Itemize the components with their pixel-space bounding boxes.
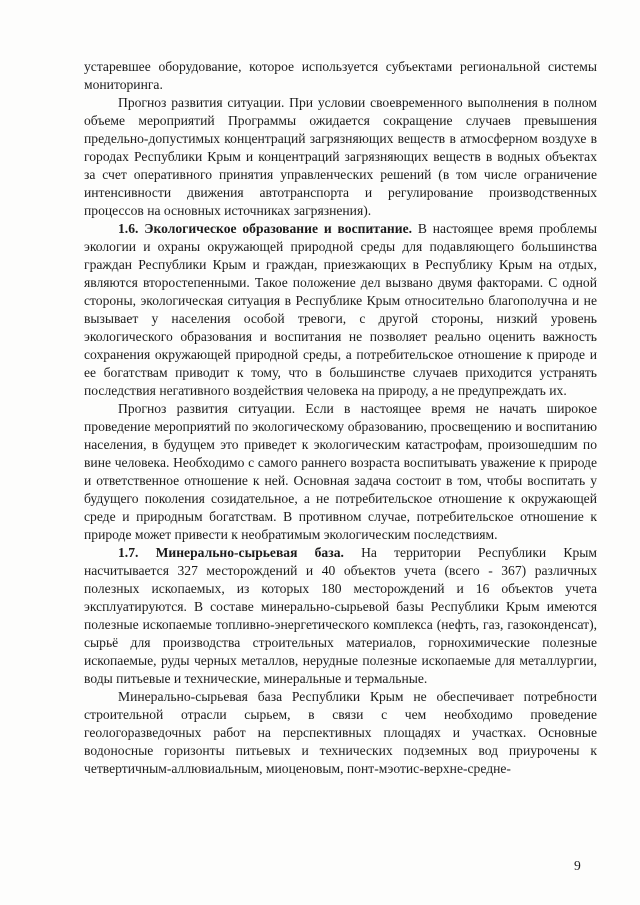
paragraph-body: устаревшее оборудование, которое используется субъектами региональной системы мониторинга.: [84, 59, 597, 92]
paragraph-forecast-education: [84, 400, 597, 544]
paragraph-mineral-base: [84, 688, 597, 778]
page-number: 9: [574, 858, 581, 873]
paragraph-body: На территории Республики Крым насчитывается 327 месторождений и 40 объектов учета (всего - 367) различных полезных ископаемых, из которых 180 месторождений и 16 объектов учета эксплуатируются. В составе минерально-сырьевой базы Республики Крым имеются полезные ископаемые топливно-энергетического комплекса (нефть, газ, газоконденсат), сырьё для производства строительных материалов, горнохимические полезные ископаемые, руды черных металлов, нерудные полезные ископаемые для металлургии, воды питьевые и технические, минеральные и термальные.: [84, 545, 597, 686]
section-1-6: [84, 220, 597, 400]
section-1-7: [84, 544, 597, 688]
paragraph-body: Минерально-сырьевая база Республики Крым не обеспечивает потребности строительной отрасли сырьем, в связи с чем необходимо проведение геологоразведочных работ на перспективных площадях и участках. Основные водоносные горизонты питьевых и технических подземных вод приурочены к четвертичным-аллювиальным, миоценовым, понт-мэотис-верхне-средне-: [84, 689, 597, 776]
paragraph-forecast-monitoring: [84, 94, 597, 220]
paragraph-body: Прогноз развития ситуации. При условии своевременного выполнения в полном объеме мероприятий Программы ожидается сокращение случаев превышения предельно-допустимых концентраций загрязняющих веществ в атмосферном воздухе в городах Республики Крым и концентраций загрязняющих веществ в водных объектах за счет оперативного принятия управленческих решений (в том числе ограничение интенсивности движения автотранспорта и регулирование производственных процессов на основных источниках загрязнения).: [84, 95, 597, 218]
page-body: [84, 58, 597, 778]
section-heading: 1.7. Минерально-сырьевая база.: [118, 545, 344, 560]
paragraph-body: Прогноз развития ситуации. Если в настоящее время не начать широкое проведение мероприятий по экологическому образованию, просвещению и воспитанию населения, в будущем это приведет к экологическим катастрофам, произошедшим по вине человека. Необходимо с самого раннего возраста воспитывать уважение к природе и ответственное отношение к ней. Основная задача состоит в том, чтобы воспитать у будущего поколения созидательное, а не потребительское отношение к окружающей среде и природным богатствам. В противном случае, потребительское отношение к природе может привести к необратимым экологическим последствиям.: [84, 401, 597, 542]
section-heading: 1.6. Экологическое образование и воспитание.: [118, 221, 413, 236]
paragraph-continuation: [84, 58, 597, 94]
paragraph-body: В настоящее время проблемы экологии и охраны окружающей природной среды для подавляющего большинства граждан Республики Крым и граждан, приезжающих в Республику Крым на отдых, являются второстепенными. Такое положение дел вызвано двумя факторами. С одной стороны, экологическая ситуация в Республике Крым относительно благополучна и не вызывает у населения особой тревоги, с другой стороны, низкий уровень экологического образования и воспитания не позволяет реально оценить важность сохранения окружающей природной среды, а потребительское отношение к природе и ее богатствам приводит к тому, что в большинстве случаев приходится устранять последствия негативного воздействия человека на природу, а не предупреждать их.: [84, 221, 597, 398]
